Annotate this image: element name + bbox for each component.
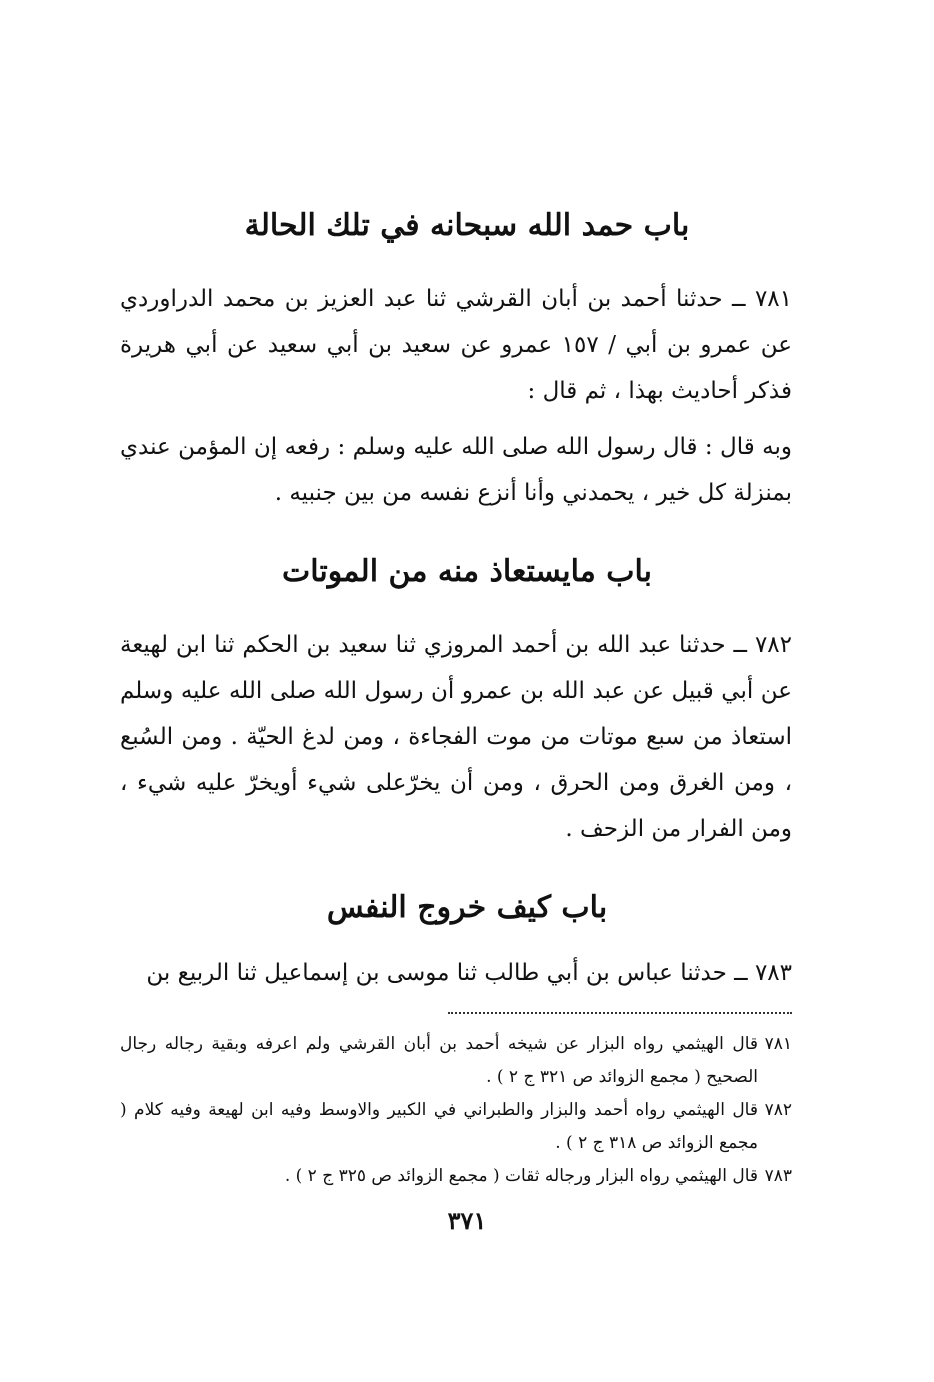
section-heading-praise: باب حمد الله سبحانه في تلك الحالة (244, 208, 690, 243)
footnote-782 (120, 1094, 792, 1160)
footnote-783 (120, 1160, 792, 1193)
hadith-781-continuation-text: وبه قال : قال رسول الله صلى الله عليه وسلم : رفعه إن المؤمن عندي بمنزلة كل خير ، يحمدني وأنا أنزع نفسه من بين جنبيه . (120, 434, 792, 506)
hadith-782-paragraph (120, 622, 792, 852)
page-number: ٣٧١ (447, 1206, 487, 1235)
footnote-number: ٧٨٣ (764, 1166, 792, 1186)
section-heading-soul: باب كيف خروج النفس (326, 890, 608, 925)
footnote-text: قال الهيثمي رواه البزار عن شيخه أحمد بن أبان القرشي ولم اعرفه وبقية رجاله رجال الصحيح ( مجمع الزوائد ص ٣٢١ ج ٢ ) . (120, 1034, 758, 1087)
hadith-781-paragraph (120, 276, 792, 414)
footnote-text: قال الهيثمي رواه أحمد والبزار والطبراني في الكبير والاوسط وفيه ابن لهيعة وفيه كلام ( مجمع الزوائد ص ٣١٨ ج ٢ ) . (120, 1100, 758, 1153)
footnote-781 (120, 1028, 792, 1094)
footnote-divider (448, 1012, 792, 1014)
footnote-number: ٧٨٢ (764, 1100, 792, 1120)
section-heading-deaths: باب مايستعاذ منه من الموتات (281, 554, 653, 589)
hadith-783-paragraph (120, 950, 792, 996)
footnote-number: ٧٨١ (764, 1034, 792, 1054)
hadith-781-text: ٧٨١ ــ حدثنا أحمد بن أبان القرشي ثنا عبد العزيز بن محمد الدراوردي عن عمرو بن أبي / ١٥٧ عمرو عن سعيد بن أبي سعيد عن أبي هريرة فذكر أحاديث بهذا ، ثم قال : (120, 286, 792, 404)
footnote-text: قال الهيثمي رواه البزار ورجاله ثقات ( مجمع الزوائد ص ٣٢٥ ج ٢ ) . (284, 1166, 758, 1186)
hadith-783-text: ٧٨٣ ــ حدثنا عباس بن أبي طالب ثنا موسى بن إسماعيل ثنا الربيع بن (146, 960, 792, 986)
hadith-782-text: ٧٨٢ ــ حدثنا عبد الله بن أحمد المروزي ثنا سعيد بن الحكم ثنا ابن لهيعة عن أبي قبيل عن عبد الله بن عمرو أن رسول الله صلى الله عليه وسلم استعاذ من سبع موتات من موت الفجاءة ، ومن لدغ الحيّة . ومن السُبع ، ومن الغرق ومن الحرق ، ومن أن يخرّعلى شيء أويخرّ عليه شيء ، ومن الفرار من الزحف . (120, 632, 792, 842)
footnotes (120, 1028, 792, 1193)
hadith-781-continuation-paragraph (120, 424, 792, 516)
